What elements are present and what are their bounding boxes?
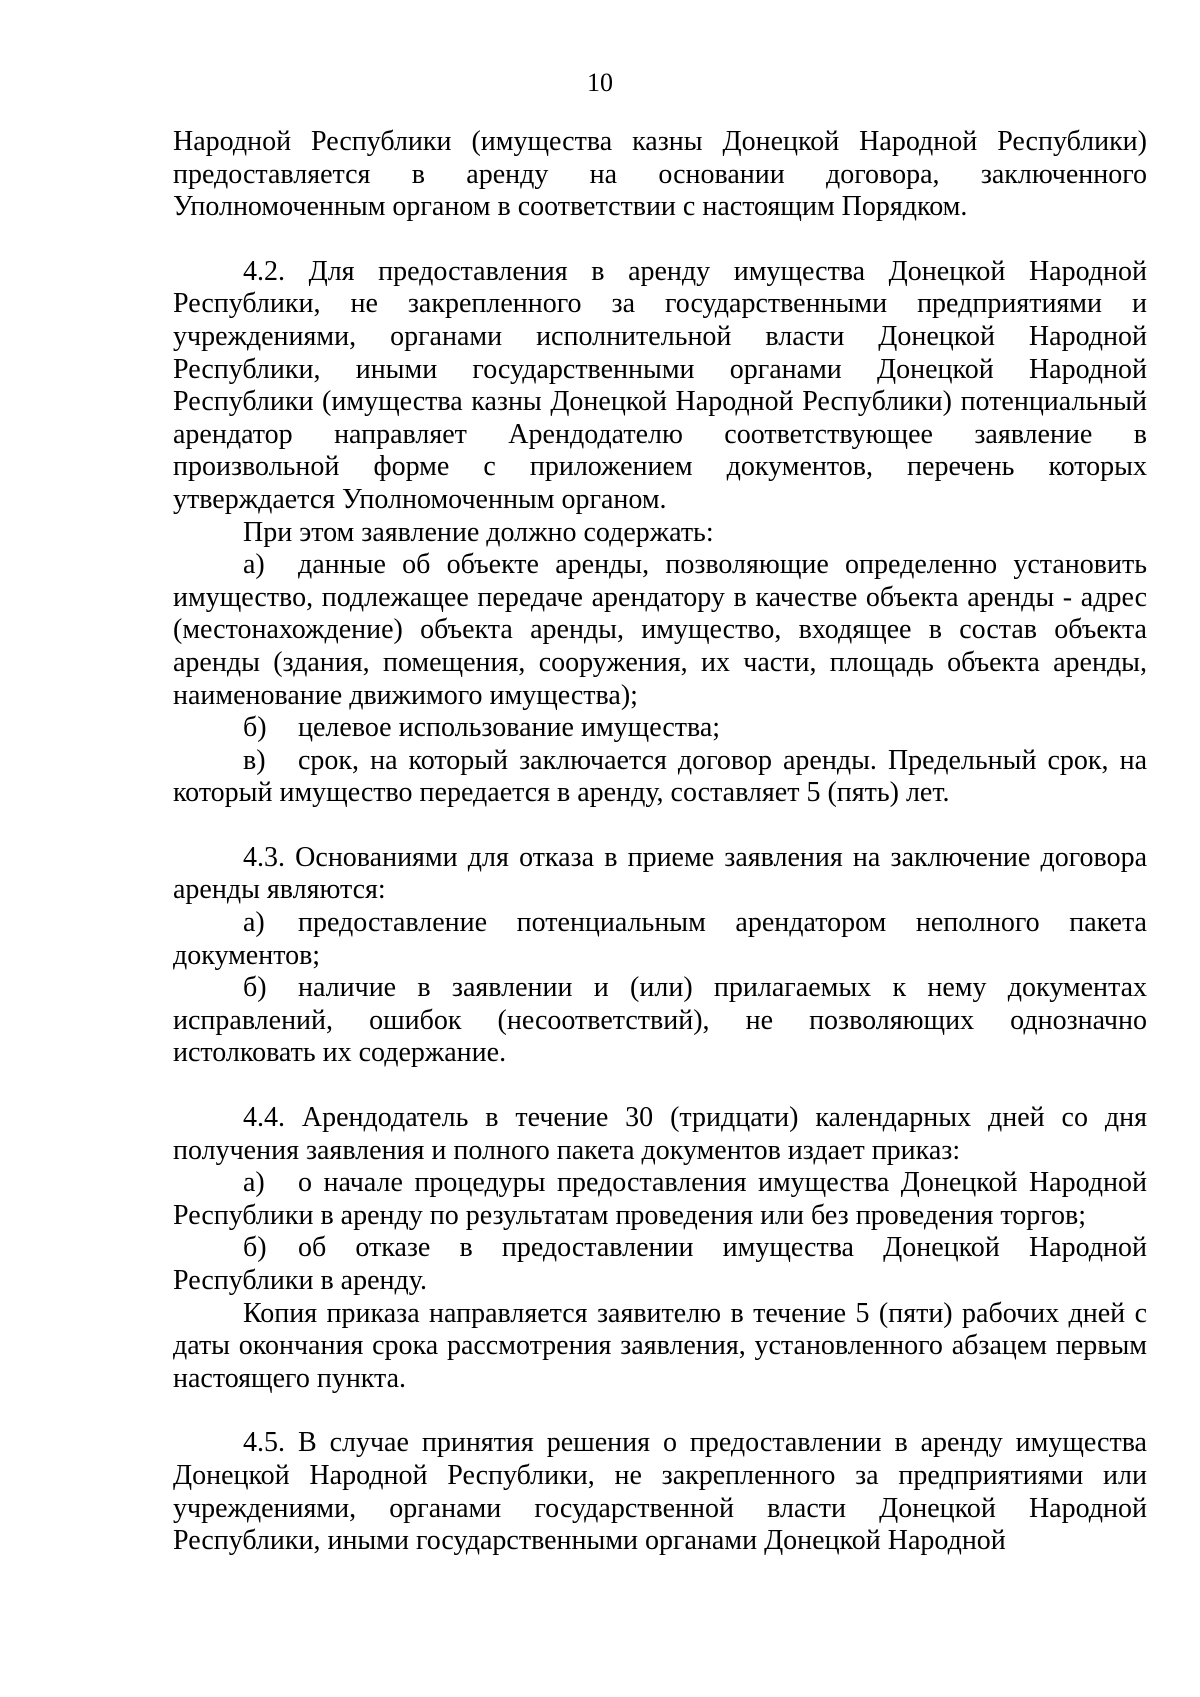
section-gap [173,810,1147,842]
section-4-3-intro: 4.3. Основаниями для отказа в приеме заявления на заключение договора аренды являются: [173,841,1147,906]
item-marker: б) [243,1232,267,1264]
section-4-5-intro: 4.5. В случае принятия решения о предоставлении в аренду имущества Донецкой Народной Республики, не закрепленного за предприятиями или учреждениями, органами государственной власти Донецкой Народной Республики, иными государственными органами Донецкой Народной [173,1427,1147,1557]
section-4-2-contain: При этом заявление должно содержать: [243,516,714,548]
item-marker: а) [243,907,265,939]
section-4-4-intro: 4.4. Арендодатель в течение 30 (тридцати) календарных дней со дня получения заявления и полного пакета документов издает приказ: [173,1102,1147,1166]
section-4-4-item-a [173,1167,1147,1232]
item-text: наличие в заявлении и (или) прилагаемых к нему документах исправлений, ошибок (несоответствий), не позволяющих однозначно истолковать их содержание. [173,972,1147,1069]
section-4-3-item-b [173,972,1147,1070]
item-marker: а) [243,549,265,581]
document-body [173,126,1147,1558]
item-marker: б) [243,712,267,744]
item-text: данные об объекте аренды, позволяющие определенно установить имущество, подлежащее передаче арендатору в качестве объекта аренды - адрес (местонахождение) объекта аренды, имущество, входящее в состав объекта аренды (здания, помещения, сооружения, их части, площадь объекта аренды, наименование движимого имущества); [173,549,1147,711]
item-marker: в) [243,744,266,776]
section-gap [173,1070,1147,1102]
item-marker: а) [243,1167,265,1199]
item-text: предоставление потенциальным арендатором неполного пакета документов; [173,907,1147,971]
page-number: 10 [587,68,613,97]
item-text: об отказе в предоставлении имущества Донецкой Народной Республики в аренду. [173,1232,1147,1296]
item-text: срок, на который заключается договор аренды. Предельный срок, на который имущество передается в аренду, составляет 5 (пять) лет. [173,744,1147,809]
paragraph-continued: Народной Республики (имущества казны Донецкой Народной Республики) предоставляется в аренду на основании договора, заключенного Уполномоченным органом в соответствии с настоящим Порядком. [173,126,1147,223]
section-gap [173,1395,1147,1427]
section-4-2-item-b [173,712,1147,745]
section-4-2-item-a [173,549,1147,712]
section-gap [173,224,1147,256]
item-marker: б) [243,972,267,1004]
section-4-3-item-a [173,907,1147,972]
section-4-2-intro: 4.2. Для предоставления в аренду имущества Донецкой Народной Республики, не закрепленного за государственными предприятиями и учреждениями, органами исполнительной власти Донецкой Народной Республики, иными государственными органами Донецкой Народной Республики (имущества казны Донецкой Народной Республики) потенциальный арендатор направляет Арендодателю соответствующее заявление в произвольной форме с приложением документов, перечень которых утверждается Уполномоченным органом. [173,255,1147,515]
section-4-4-item-b [173,1232,1147,1297]
item-text: целевое использование имущества; [298,712,721,744]
section-4-2-item-v [173,745,1147,810]
section-4-4-copy: Копия приказа направляется заявителю в течение 5 (пяти) рабочих дней с даты окончания срока рассмотрения заявления, установленного абзацем первым настоящего пункта. [173,1297,1147,1394]
item-text: о начале процедуры предоставления имущества Донецкой Народной Республики в аренду по результатам проведения или без проведения торгов; [173,1167,1147,1231]
